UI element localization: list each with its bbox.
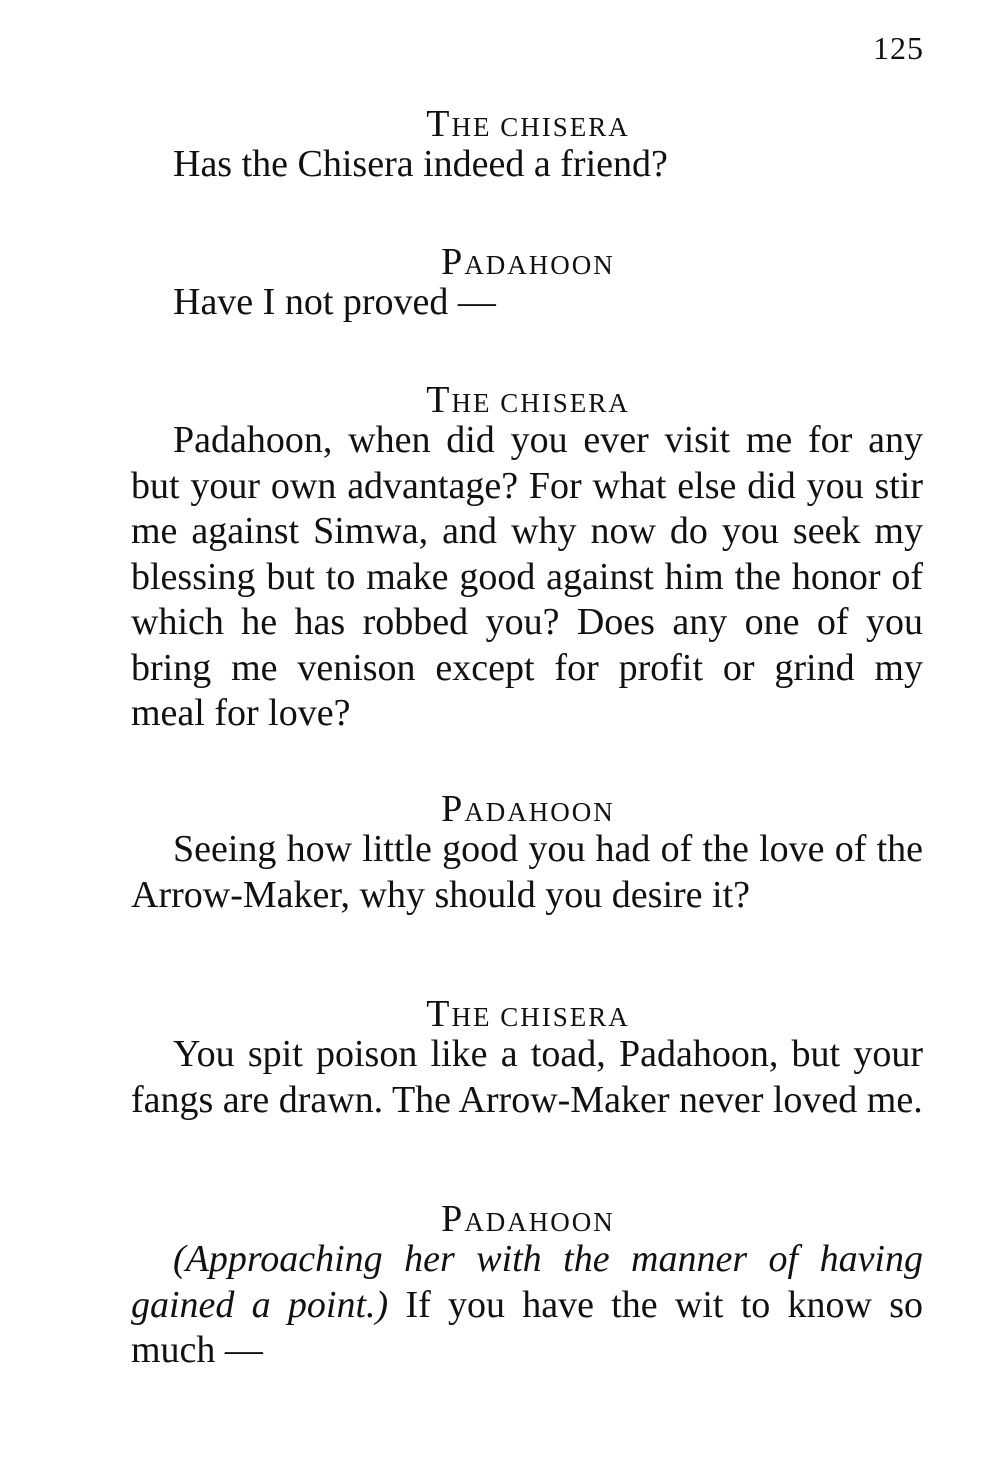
- speaker-name: PADAHOON: [441, 241, 615, 283]
- speech-text: [131, 1237, 923, 1374]
- speech-text: Padahoon, when did you ever visit me for any but your own advantage? For what else did you stir me against Simwa, and why now do you seek my blessing but to make good against him the honor of which he has robbed you? Does any one of you bring me venison except for profit or grind my meal for love?: [131, 419, 923, 734]
- speech-text: If you have the wit to know so much —: [131, 1283, 924, 1371]
- speaker-name: THE CHISERA: [426, 379, 630, 421]
- speech-text: Has the Chisera indeed a friend?: [173, 143, 668, 185]
- speech-text: Have I not proved —: [173, 281, 496, 323]
- speaker-name: THE CHISERA: [426, 993, 630, 1035]
- speaker-name: PADAHOON: [441, 788, 615, 830]
- speaker-name: PADAHOON: [441, 1198, 615, 1240]
- speech-text: You spit poison like a toad, Padahoon, but your fangs are drawn. The Arrow-Maker never loved me.: [131, 1033, 923, 1121]
- stage-direction: (Approaching her with the manner of having gained a point.): [131, 1238, 923, 1326]
- speaker-name: THE CHISERA: [426, 103, 630, 145]
- speech-text: Seeing how little good you had of the love of the Arrow-Maker, why should you desire it?: [131, 828, 923, 916]
- page-number: 125: [873, 30, 924, 66]
